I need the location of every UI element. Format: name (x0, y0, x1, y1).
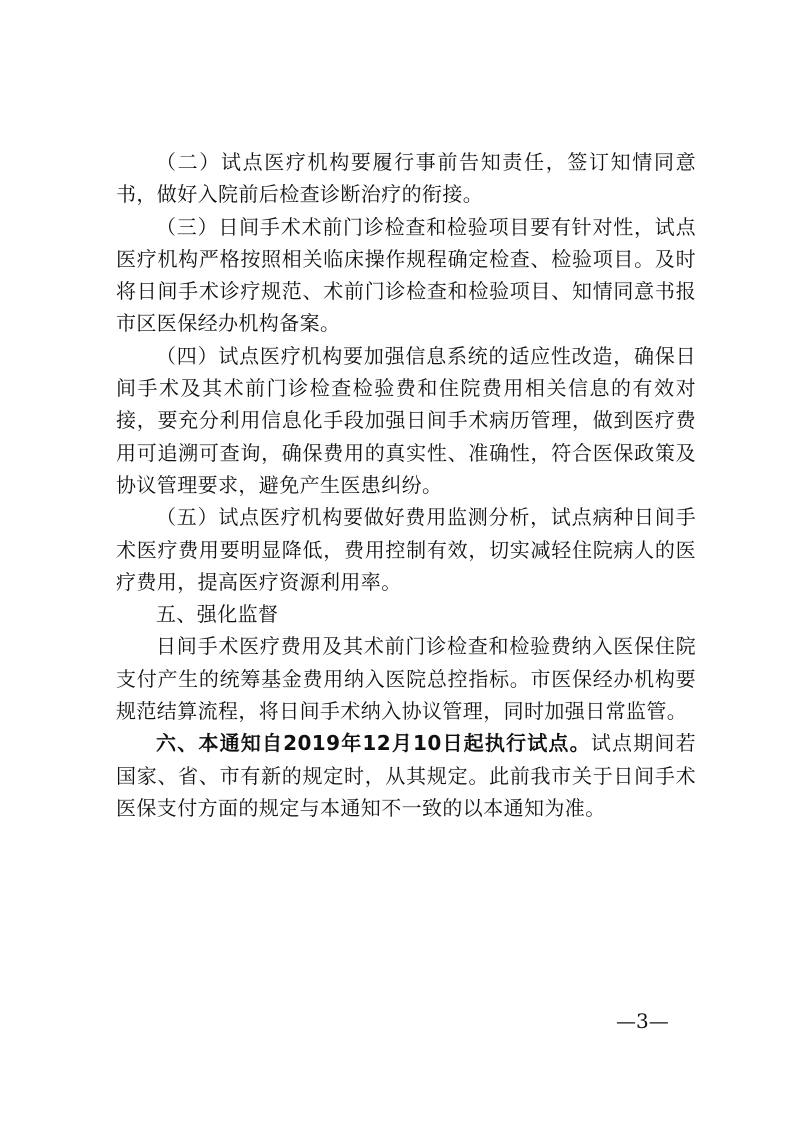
page-number: —3— (616, 1009, 669, 1033)
paragraph-item-3: （三）日间手术术前门诊检查和检验项目要有针对性，试点医疗机构严格按照相关临床操作规程确定检查、检验项目。及时将日间手术诊疗规范、术前门诊检查和检验项目、知情同意书报市区医保经办机构备案。 (116, 214, 696, 336)
paragraph-item-2: （二）试点医疗机构要履行事前告知责任，签订知情同意书，做好入院前后检查诊断治疗的衔接。 (116, 150, 696, 207)
paragraph-item-4: （四）试点医疗机构要加强信息系统的适应性改造，确保日间手术及其术前门诊检查检验费和住院费用相关信息的有效对接，要充分利用信息化手段加强日间手术病历管理，做到医疗费用可追溯可查询，确保费用的真实性、准确性，符合医保政策及协议管理要求，避免产生医患纠纷。 (116, 343, 696, 497)
section-five-paragraph: 日间手术医疗费用及其术前门诊检查和检验费纳入医保住院支付产生的统筹基金费用纳入医院总控指标。市医保经办机构要规范结算流程，将日间手术纳入协议管理，同时加强日常监管。 (116, 634, 696, 724)
paragraph-item-5: （五）试点医疗机构要做好费用监测分析，试点病种日间手术医疗费用要明显降低，费用控制有效，切实减轻住院病人的医疗费用，提高医疗资源利用率。 (116, 505, 696, 594)
section-six-lead: 六、本通知自2019年12月10日起执行试点。 (156, 731, 591, 756)
section-six-paragraph (116, 727, 696, 824)
document-body (116, 146, 696, 824)
section-six-body: 试点期间若国家、省、市有新的规定时，从其规定。此前我市关于日间手术医保支付方面的规定与本通知不一致的以本通知为准。 (116, 731, 697, 820)
section-five-heading: 五、强化监督 (156, 602, 279, 627)
